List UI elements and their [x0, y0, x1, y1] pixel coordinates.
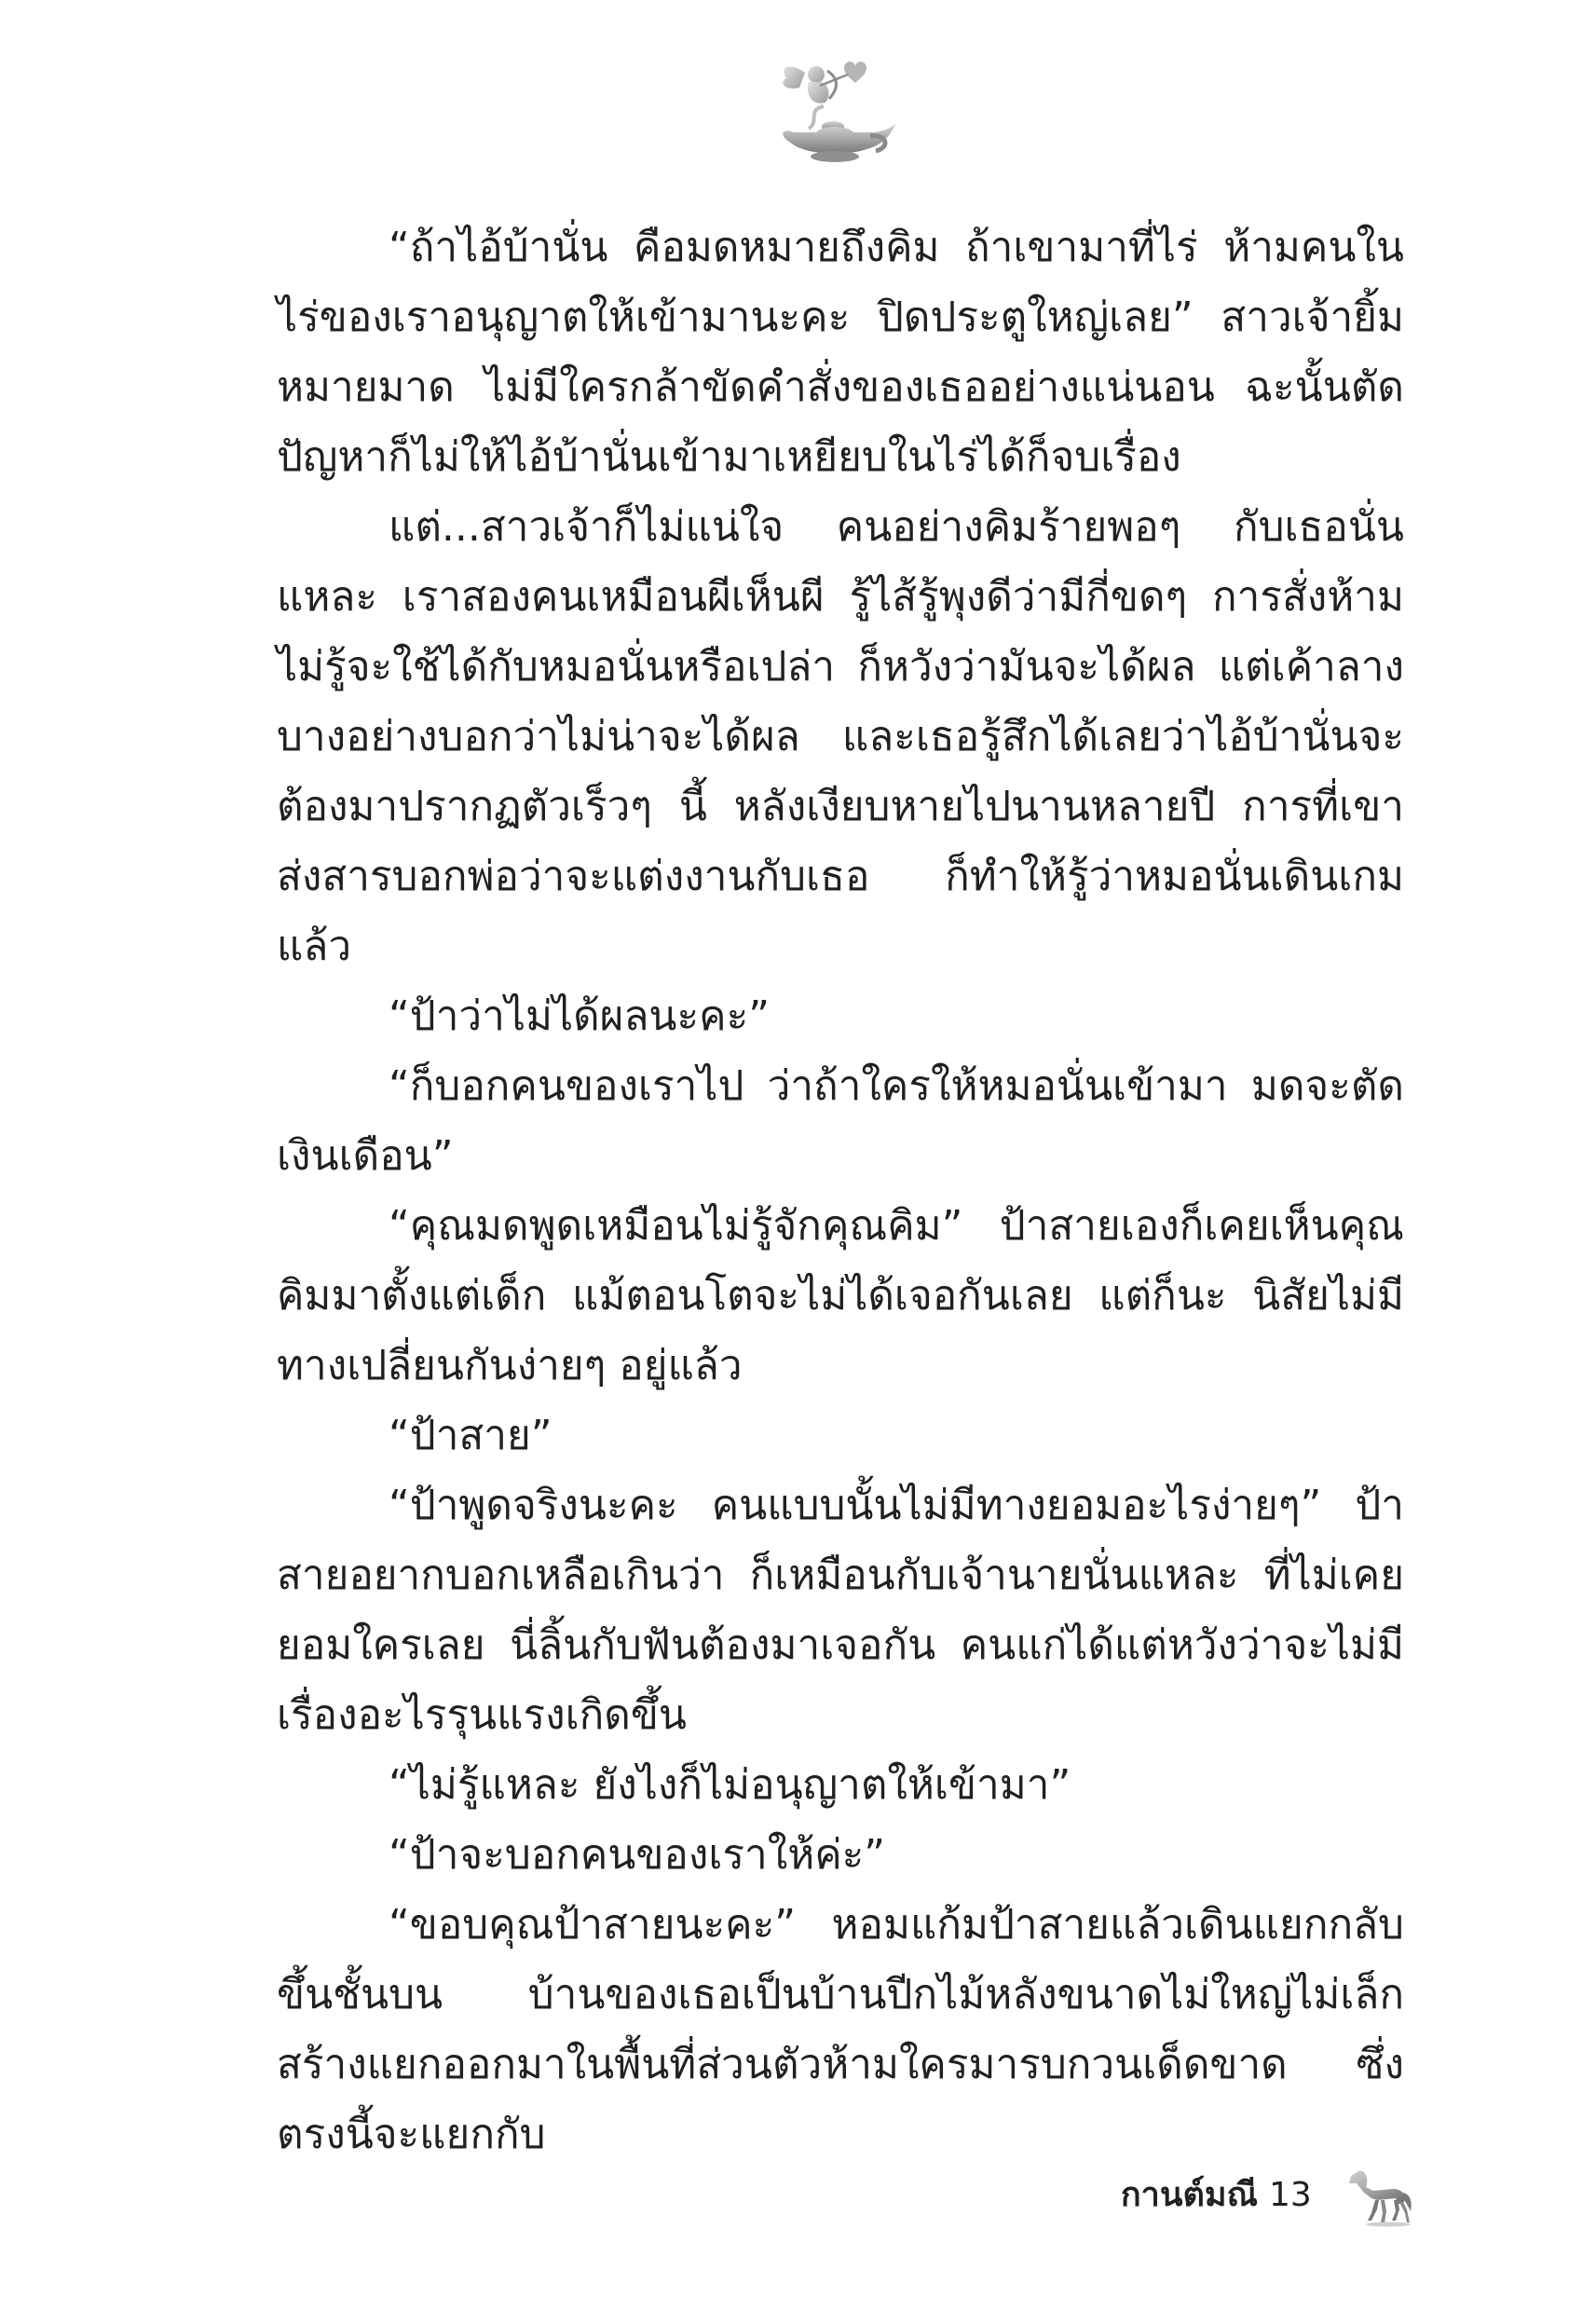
page-number: 13 — [1269, 2176, 1312, 2214]
book-title: กานต์มณี — [1120, 2176, 1258, 2214]
paragraph: “ป้าสาย” — [389, 1412, 552, 1459]
body-text — [277, 212, 1404, 2169]
cupid-genie-lamp-icon — [751, 54, 909, 166]
paragraph: “ก็บอกคนของเราไป ว่าถ้าใครให้หมอนั่นเข้ามา มดจะตัดเงินเดือน” — [277, 1062, 1404, 1180]
paragraph: “ขอบคุณป้าสายนะคะ” หอมแก้มป้าสายแล้วเดินแยกกลับขึ้นชั้นบน บ้านของเธอเป็นบ้านปีกไม้หลังขนาดไม่ใหญ่ไม่เล็ก สร้างแยกออกมาในพื้นที่ส่วนตัวห้ามใครมารบกวนเด็ดขาด ซึ่งตรงนี้จะแยกกับ — [277, 1901, 1404, 2158]
paragraph: แต่...สาวเจ้าก็ไม่แน่ใจ คนอย่างคิมร้ายพอๆ กับเธอนั่นแหละ เราสองคนเหมือนผีเห็นผี รู้ไส้รู้พุงดีว่ามีกี่ขดๆ การสั่งห้ามไม่รู้จะใช้ได้กับหมอนั่นหรือเปล่า ก็หวังว่ามันจะได้ผล แต่เค้าลางบางอย่างบอกว่าไม่น่าจะได้ผล และเธอรู้สึกได้เลยว่าไอ้บ้านั่นจะต้องมาปรากฏตัวเร็วๆ นี้ หลังเงียบหายไปนานหลายปี การที่เขาส่งสารบอกพ่อว่าจะแต่งงานกับเธอ ก็ทำให้รู้ว่าหมอนั่นเดินเกมแล้ว — [277, 503, 1404, 970]
paragraph: “ถ้าไอ้บ้านั่น คือมดหมายถึงคิม ถ้าเขามาที่ไร่ ห้ามคนในไร่ของเราอนุญาตให้เข้ามานะคะ ปิดประตูใหญ่เลย” สาวเจ้ายิ้มหมายมาด ไม่มีใครกล้าขัดคำสั่งของเธออย่างแน่นอน ฉะนั้นตัดปัญหาก็ไม่ให้ไอ้บ้านั่นเข้ามาเหยียบในไร่ได้ก็จบเรื่อง — [277, 224, 1404, 481]
paragraph: “ป้าพูดจริงนะคะ คนแบบนั้นไม่มีทางยอมอะไรง่ายๆ” ป้าสายอยากบอกเหลือเกินว่า ก็เหมือนกับเจ้านายนั่นแหละ ที่ไม่เคยยอมใครเลย นี่ลิ้นกับฟันต้องมาเจอกัน คนแก่ได้แต่หวังว่าจะไม่มีเรื่องอะไรรุนแรงเกิดขึ้น — [277, 1482, 1404, 1739]
page-footer — [1071, 2167, 1416, 2241]
paragraph: “ป้าจะบอกคนของเราให้ค่ะ” — [389, 1831, 886, 1879]
paragraph: “ป้าว่าไม่ได้ผลนะคะ” — [389, 992, 770, 1040]
horse-icon — [1340, 2167, 1414, 2228]
paragraph: “คุณมดพูดเหมือนไม่รู้จักคุณคิม” ป้าสายเองก็เคยเห็นคุณคิมมาตั้งแต่เด็ก แม้ตอนโตจะไม่ได้เจอกันเลย แต่ก็นะ นิสัยไม่มีทางเปลี่ยนกันง่ายๆ อยู่แล้ว — [277, 1202, 1404, 1389]
paragraph: “ไม่รู้แหละ ยังไงก็ไม่อนุญาตให้เข้ามา” — [389, 1761, 1071, 1809]
